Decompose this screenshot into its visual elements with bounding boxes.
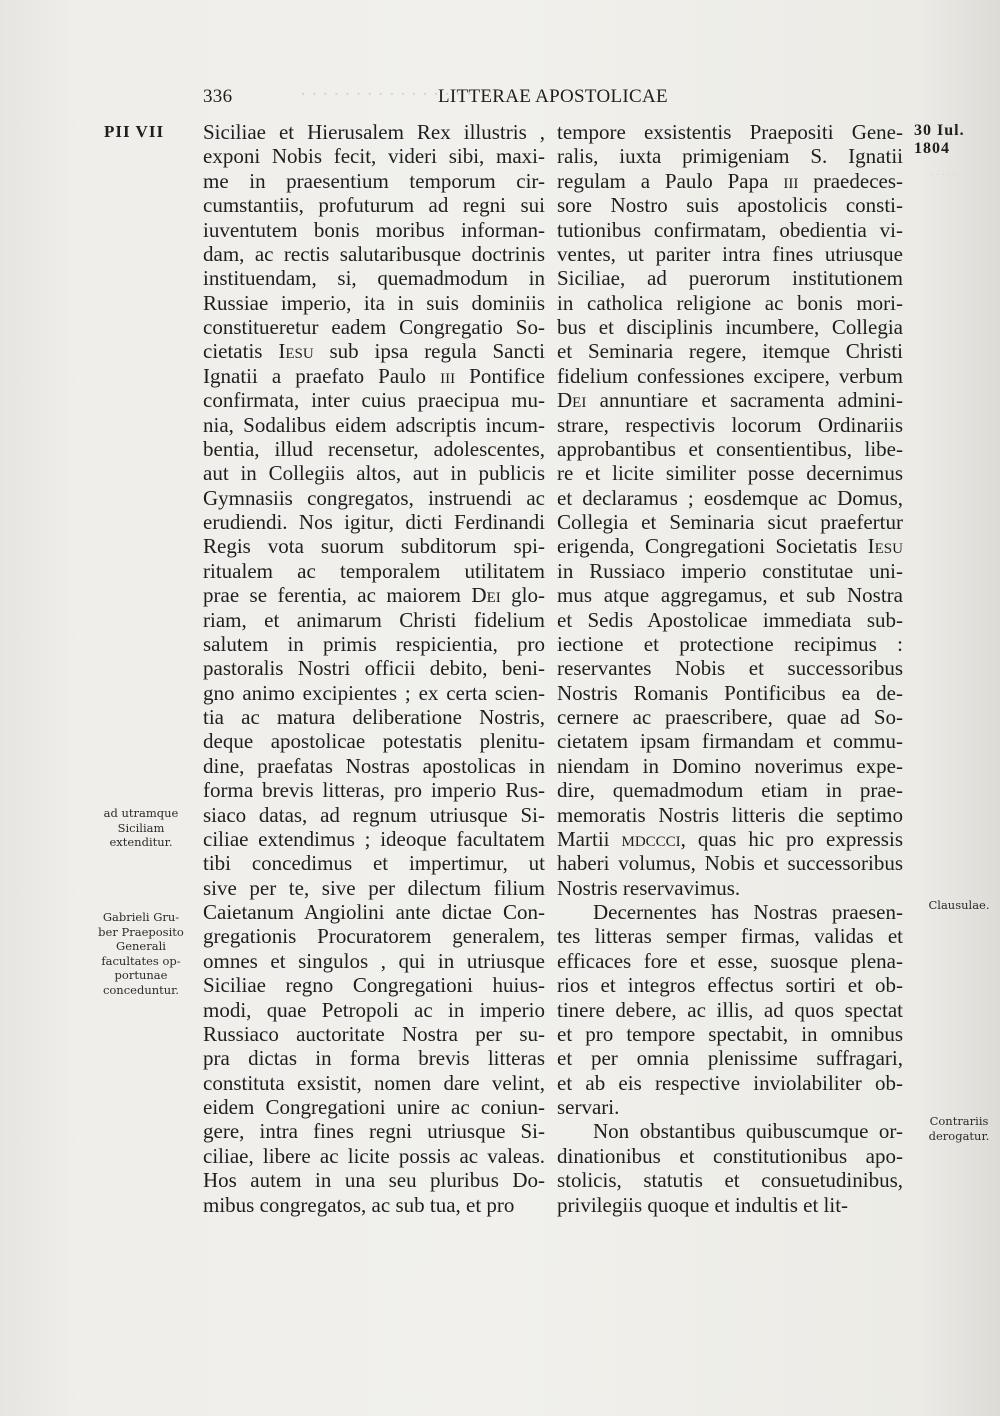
text-line: re et licite similiter posse decernimus [557,461,903,486]
left-text-column [203,120,545,1217]
text-line: salutem in primis respicientia, pro [203,631,545,656]
margin-note-line: ad utramque [103,806,179,820]
right-text-column [557,120,903,1217]
text-line: servari. [557,1095,620,1119]
margin-note-line: facultates op- [101,953,181,968]
text-line: dam, ac rectis salutaribusque doctrinis [203,241,545,266]
text-line: cietatis Iesu sub ipsa regula Sancti [203,339,545,364]
text-line: mibus congregatos, ac sub tua, et pro [203,1192,515,1217]
text-line: Ignatii a praefato Paulo iii Pontifice [203,363,545,388]
text-line: dine, praefatas Nostras apostolicas in [203,753,545,778]
text-line: pastoralis Nostri officii debito, beni- [203,656,545,681]
text-line: pra dictas in forma brevis litteras [203,1046,545,1071]
text-line: tia ac matura deliberatione Nostris, [203,705,545,729]
text-line: erudiendi. Nos igitur, dicti Ferdinandi [203,510,545,534]
show-through-marks: · · · · · [930,170,957,181]
text-line: efficaces fore et esse, suosque plena- [557,948,903,973]
text-line: tibi concedimus et impertimur, ut [203,851,545,876]
text-line: rios et integros effectus sortiri et ob- [557,973,903,998]
text-line: constitueretur eadem Congregatio So- [203,315,545,339]
text-line: Dei annuntiare et sacramenta admini- [557,388,903,413]
text-line: cietatem ipsam firmandam et commu- [557,729,903,754]
text-line: Nostris Romanis Pontificibus ea de- [557,680,903,705]
text-line: Non obstantibus quibuscumque or- [593,1119,903,1144]
text-line: bentia, illud recensetur, adolescentes, [203,436,545,461]
text-line: siaco datas, ad regnum utriusque Si- [203,802,545,827]
text-line: Hos autem in una seu pluribus Do- [203,1168,545,1193]
text-line: Collegia et Seminaria sicut praefertur [557,510,903,534]
text-line: aut in Collegiis altos, aut in publicis [203,461,545,486]
text-line: stolicis, statutis et consuetudinibus, [557,1168,903,1193]
text-line: et ab eis respective inviolabiliter ob- [557,1070,903,1095]
text-line: exponi Nobis fecit, videri sibi, maxi- [203,144,545,169]
text-line: Gymnasiis congregatos, instruendi ac [203,485,545,510]
text-line: Nostris reservavimus. [557,875,741,900]
text-line: me in praesentium temporum cir- [203,168,545,193]
running-title: LITTERAE APOSTOLICAE [438,86,668,107]
margin-note-line: Clausulae. [928,898,990,912]
text-line: privilegiis quoque et indultis et lit- [557,1192,849,1217]
text-line: ciliae, libere ac licite possis ac valeas. [203,1143,545,1168]
margin-note-line: Gabrieli Gru- [102,910,180,924]
text-line: et pro tempore spectabit, in omnibus [557,1021,903,1046]
margin-note-extension [98,806,184,850]
text-line: ciliae extendimus ; ideoque facultatem [203,826,545,851]
text-line: et Seminaria regere, itemque Christi [557,339,903,364]
text-line: forma brevis litteras, pro imperio Rus- [203,778,545,803]
text-line: sore Nostro suis apostolicis consti- [557,193,903,218]
text-line: et Sedis Apostolicae immediata sub- [557,607,903,632]
text-line: Russiae imperio, ita in suis dominiis [203,290,545,315]
text-line: dire, quemadmodum etiam in prae- [557,778,903,803]
text-line: in Russiaco imperio constitutae uni- [557,558,903,583]
document-date: 30 Iul. 1804 [914,122,965,157]
text-line: ventes, ut pariter intra fines utriusque [557,241,903,266]
text-line: gregationis Procuratorem generalem, [203,924,545,949]
text-line: bus et disciplinis incumbere, Collegia [557,315,903,339]
text-line: in catholica religione ac bonis mori- [557,290,903,315]
text-line: iuventutem bonis moribus informan- [203,217,545,242]
margin-note-line: ber Praeposito [98,924,184,939]
text-line: regulam a Paulo Papa iii praedeces- [557,168,903,193]
text-line: tempore exsistentis Praepositi Gene- [557,120,903,144]
text-line: gere, intra fines regni utriusque Si- [203,1119,545,1144]
text-line: ritualem ac temporalem utilitatem [203,558,545,583]
text-line: Siciliae regno Congregationi huius- [203,973,545,998]
text-line: cumstantiis, profuturum ad regni sui [203,193,545,218]
text-line: Russiaco auctoritate Nostra per su- [203,1021,545,1046]
text-line: tutionibus confirmatam, obedientia vi- [557,217,903,242]
text-line: cernere ac praescribere, quae ad So- [557,705,903,729]
text-line: prae se ferentia, ac maiorem Dei glo- [203,583,546,608]
text-line: eidem Congregationi unire ac coniun- [203,1095,545,1119]
text-line: strare, respectivis locorum Ordinariis [557,412,903,437]
margin-note-line: Siciliam [117,820,165,835]
margin-note-line: extenditur. [109,835,173,849]
text-line: Siciliae, ad puerorum institutionem [557,266,903,291]
text-line: nia, Sodalibus eidem adscriptis incum- [203,412,545,437]
text-line: modi, quae Petropoli ac in imperio [203,997,545,1022]
text-line: Martii mdccci, quas hic pro expressis [557,826,903,851]
margin-note-line: derogatur. [928,1128,990,1143]
text-line: iectione et protectione recipimus : [557,631,903,656]
page-number: 336 [203,86,233,107]
text-line: Siciliae et Hierusalem Rex illustris , [203,120,545,144]
margin-note-line: Generali [116,939,166,953]
margin-note-line: Contrariis [929,1114,989,1128]
text-line: tinere debere, ac illis, ad quos spectat [557,997,903,1022]
text-line: niendam in Domino noverimus expe- [557,753,903,778]
text-line: instituendam, si, quemadmodum in [203,266,545,291]
text-line: fidelium confessiones excipere, verbum [557,363,903,388]
text-line: omnes et singulos , qui in utriusque [203,948,545,973]
text-line: approbantibus et consentientibus, libe- [557,436,903,461]
margin-note-gruber [94,910,188,997]
text-line: ralis, iuxta primigeniam S. Ignatii [557,144,903,169]
text-line: confirmata, inter cuius praecipua mu- [203,388,545,413]
margin-note-clausulae [924,898,994,913]
show-through-text: · · · · · · · · · · · · · · · · [300,84,473,105]
text-line: reservantes Nobis et successoribus [557,656,903,681]
text-line: sive per te, sive per dilectum filium [203,875,545,900]
text-line: riam, et animarum Christi fidelium [203,607,545,632]
text-line: Decernentes has Nostras praesen- [593,900,903,924]
text-line: deque apostolicae potestatis plenitu- [203,729,545,754]
text-line: gno animo excipientes ; ex certa scien- [203,680,545,705]
text-line: et per omnia plenissime suffragari, [557,1046,903,1071]
text-line: haberi volumus, Nobis et successoribus [557,851,903,876]
text-line: et declaramus ; eosdemque ac Domus, [557,485,903,510]
margin-note-line: conceduntur. [102,982,180,997]
pope-name: PII VII [104,122,165,141]
text-line: tes litteras semper firmas, validas et [557,924,903,949]
margin-note-line: portunae [114,968,168,982]
text-line: dinationibus et constitutionibus apo- [557,1143,903,1168]
text-line: erigenda, Congregationi Societatis Iesu [557,534,903,559]
text-line: Caietanum Angiolini ante dictae Con- [203,900,545,924]
text-line: memoratis Nostris litteris die septimo [557,802,903,827]
text-line: mus atque aggregamus, et sub Nostra [557,583,903,608]
margin-note-contrariis [924,1114,994,1143]
text-line: constituta exsistit, nomen dare velint, [203,1070,545,1095]
text-line: Regis vota suorum subditorum spi- [203,534,545,559]
